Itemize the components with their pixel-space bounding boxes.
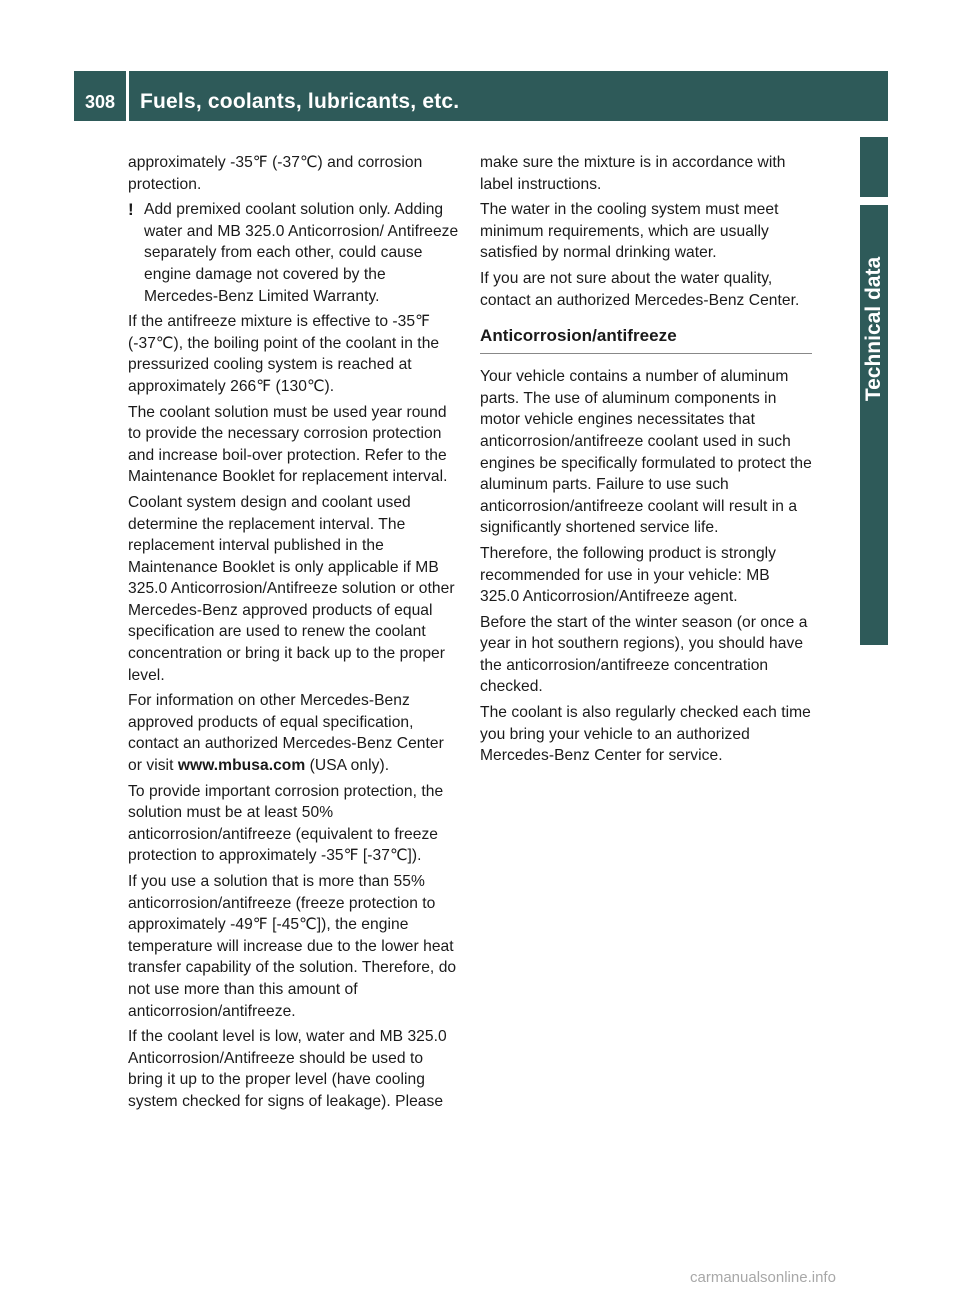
paragraph: Therefore, the following product is strongly recommended for use in your vehicle: MB 325.0 Anticorrosion/Antifreeze agent. (480, 544, 777, 606)
warning-note (128, 199, 460, 307)
paragraph: If the antifreeze mixture is effective to -35℉ (-37℃), the boiling point of the coolant in the pressurized cooling system is reached at approximately 266℉ (130℃). (128, 313, 440, 395)
watermark: carmanualsonline.info (690, 1269, 836, 1286)
paragraph: If you are not sure about the water quality, contact an authorized Mercedes-Benz Center. (480, 269, 800, 309)
exclamation-icon: ! (128, 200, 134, 220)
paragraph: The coolant is also regularly checked each time you bring your vehicle to an authorized Mercedes-Benz Center for service. (480, 704, 811, 765)
paragraph: To provide important corrosion protection, the solution must be at least 50% anticorrosion/antifreeze (equivalent to freeze protection to approximately -35℉ [-37℃]). (128, 782, 444, 865)
paragraph: The coolant solution must be used year round to provide the necessary corrosion protection and increase boil-over protection. Refer to the Maintenance Booklet for replacement interval. (128, 403, 448, 486)
section-heading: Anticorrosion/antifreeze (480, 325, 812, 354)
paragraph: If the coolant level is low, water and MB 325.0 Anticorrosion/Antifreeze should be used to bring it up to the proper level (have cooling system checked for signs of leakage). Please (128, 1028, 447, 1110)
paragraph (128, 690, 460, 776)
paragraph: approximately -35℉ (-37℃) and corrosion protection. (128, 154, 423, 193)
side-tab-top (860, 137, 888, 197)
warning-text: Add premixed coolant solution only. Adding water and MB 325.0 Anticorrosion/ Antifreeze separately from each other, could cause engine damage not covered by the Mercedes-Benz Limited Warranty. (144, 201, 459, 305)
side-tab (860, 205, 888, 645)
side-tab-label: Technical data (862, 256, 885, 402)
right-column (480, 152, 812, 771)
header-divider (126, 71, 129, 121)
left-column (128, 152, 460, 1117)
paragraph: Before the start of the winter season (or once a year in hot southern regions), you should have the anticorrosion/antifreeze concentration checked. (480, 613, 808, 696)
paragraph: The water in the cooling system must meet minimum requirements, which are usually satisfied by normal drinking water. (480, 201, 779, 262)
paragraph: make sure the mixture is in accordance with label instructions. (480, 154, 786, 193)
section-title: Fuels, coolants, lubricants, etc. (140, 90, 460, 113)
paragraph: If you use a solution that is more than 55% anticorrosion/antifreeze (freeze protection to approximately -49℉ [-45℃]), the engine temperature will increase due to the lower heat transfer capability of the solution. Therefore, do not use more than this amount of anticorrosion/antifreeze. (128, 873, 457, 1020)
paragraph: Your vehicle contains a number of aluminum parts. The use of aluminum components in motor vehicle engines necessitates that anticorrosion/antifreeze coolant used in such engines be specifically formulated to protect the aluminum parts. Failure to use such anticorrosion/antifreeze coolant will result in a significantly shortened service life. (480, 368, 812, 537)
website-link[interactable]: www.mbusa.com (177, 757, 306, 775)
text: (USA only). (305, 757, 390, 775)
page-number: 308 (84, 92, 116, 112)
text: For information on other Mercedes-Benz approved products of equal specification, contact an authorized Mercedes-Benz Center or visit (128, 692, 444, 775)
paragraph: Coolant system design and coolant used determine the replacement interval. The replacement interval published in the Maintenance Booklet is only applicable if MB 325.0 Anticorrosion/Antifreeze solution or other Mercedes-Benz approved products of equal specification are used to renew the coolant concentration or bring it back up to the proper level. (128, 493, 455, 684)
